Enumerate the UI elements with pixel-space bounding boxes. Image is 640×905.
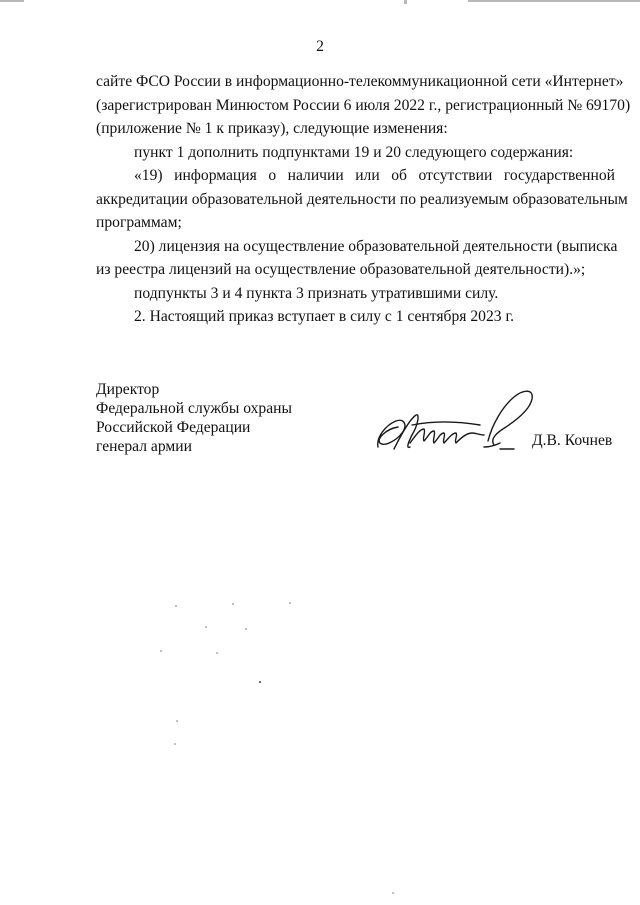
scan-edge-mark xyxy=(0,0,24,2)
signer-name: Д.В. Кочнев xyxy=(532,432,613,449)
scan-speck xyxy=(259,681,261,683)
position-line: генерал армии xyxy=(96,438,192,455)
document-body xyxy=(96,70,631,329)
paragraph-line: пункт 1 дополнить подпунктами 19 и 20 следующего содержания: xyxy=(134,143,574,161)
scan-speck xyxy=(160,650,162,652)
paragraph-line: (приложение № 1 к приказу), следующие изменения: xyxy=(96,120,448,137)
position-line: Федеральной службы охраны xyxy=(96,400,292,417)
paragraph-line: «19) информация о наличии или об отсутствии государственной xyxy=(134,167,615,184)
scan-speck xyxy=(205,626,207,628)
paragraph-line: программам; xyxy=(96,214,182,231)
paragraph-line: 2. Настоящий приказ вступает в силу с 1 сентября 2023 г. xyxy=(134,308,514,325)
paragraph-line: сайте ФСО России в информационно-телекоммуникационной сети «Интернет» xyxy=(96,73,624,90)
scan-speck xyxy=(174,743,176,745)
paragraph-line: 20) лицензия на осуществление образовательной деятельности (выписка xyxy=(134,237,618,255)
scan-edge-mark xyxy=(404,0,407,4)
scan-speck xyxy=(232,603,234,605)
scan-speck xyxy=(245,628,247,630)
paragraph-line: аккредитации образовательной деятельности по реализуемым образовательным xyxy=(96,190,628,208)
paragraph-line: (зарегистрирован Минюстом России 6 июля 2022 г., регистрационный № 69170) xyxy=(96,96,631,114)
page-number: 2 xyxy=(316,38,324,55)
scan-speck xyxy=(216,652,218,654)
position-line: Российской Федерации xyxy=(96,419,251,436)
paragraph-line: подпункты 3 и 4 пункта 3 признать утратившими силу. xyxy=(134,284,499,302)
scan-speck xyxy=(392,892,394,894)
position-line: Директор xyxy=(96,381,160,398)
scan-speck xyxy=(176,720,178,722)
scan-speck xyxy=(289,602,291,604)
handwritten-signature xyxy=(372,385,552,465)
signatory-position xyxy=(96,380,356,456)
paragraph-line: из реестра лицензий на осуществление образовательной деятельности).»; xyxy=(96,261,586,278)
scan-speck xyxy=(175,605,177,607)
scan-edge-mark xyxy=(468,0,640,2)
